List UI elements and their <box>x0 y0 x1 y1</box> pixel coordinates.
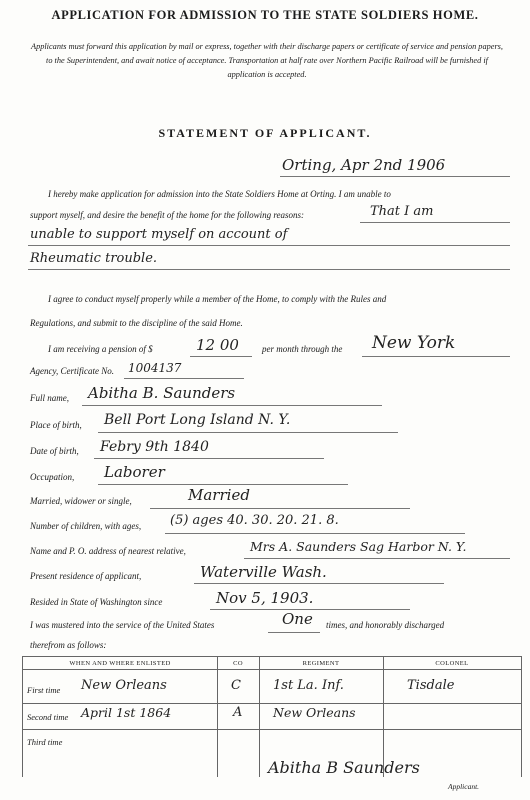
row1-colonel: Tisdale <box>407 678 455 693</box>
mustered-suffix: times, and honorably discharged <box>326 620 445 630</box>
residence-underline <box>194 583 444 584</box>
married-label: Married, widower or single, <box>30 496 132 506</box>
reason-text-2: unable to support myself on account of <box>30 227 288 242</box>
pension-prefix: I am receiving a pension of $ <box>48 344 153 354</box>
full-name-underline <box>82 405 382 406</box>
row-divider <box>23 703 521 704</box>
mustered-underline <box>268 632 320 633</box>
resided-value: Nov 5, 1903. <box>216 589 314 607</box>
birthplace-underline <box>98 432 398 433</box>
birthdate-value: Febry 9th 1840 <box>100 439 209 455</box>
header-co: CO <box>233 660 243 667</box>
row1-co: C <box>231 678 241 693</box>
header-regiment: REGIMENT <box>302 660 340 667</box>
agency-cert-label: Agency, Certificate No. <box>30 366 114 376</box>
residence-value: Waterville Wash. <box>200 563 327 581</box>
occupation-value: Laborer <box>104 463 165 481</box>
header-divider <box>23 669 521 670</box>
row2-regiment: New Orleans <box>273 705 356 720</box>
birthplace-label: Place of birth, <box>30 420 82 430</box>
statement-heading: STATEMENT OF APPLICANT. <box>158 126 372 140</box>
place-date: Orting, Apr 2nd 1906 <box>282 156 446 174</box>
relative-value: Mrs A. Saunders Sag Harbor N. Y. <box>250 539 467 554</box>
instructions-notice: Applicants must forward this application by mail or express, together with their discharge papers or certificate of service and pension papers, to the Superintendent, and await notice of acceptance. Transportation at half rate over Northern Pacific Railroad will be furnished if application is accepted. <box>31 42 503 79</box>
form-title: APPLICATION FOR ADMISSION TO THE STATE SOLDIERS HOME. <box>51 8 479 22</box>
pension-middle: per month through the <box>262 344 343 354</box>
agency-cert-value: 1004137 <box>128 361 182 375</box>
reason-underline-2 <box>28 245 510 246</box>
row2-co: A <box>233 705 243 720</box>
signature-caption: Applicant. <box>448 782 480 791</box>
header-when-where: WHEN AND WHERE ENLISTED <box>69 660 171 667</box>
birthplace-value: Bell Port Long Island N. Y. <box>104 412 291 428</box>
row1-where: New Orleans <box>81 678 167 693</box>
reason-underline-3 <box>28 269 510 270</box>
pension-agency: New York <box>372 333 456 353</box>
children-underline <box>165 533 465 534</box>
column-divider <box>217 657 218 777</box>
agency-cert-underline <box>124 378 244 379</box>
row2-label: Second time <box>27 712 69 722</box>
pension-amount-underline <box>190 356 252 357</box>
occupation-underline <box>98 484 348 485</box>
relative-label: Name and P. O. address of nearest relative, <box>30 546 186 556</box>
birthdate-underline <box>94 458 324 459</box>
relative-underline <box>244 558 510 559</box>
reason-underline-1 <box>360 222 510 223</box>
children-value: (5) ages 40. 30. 20. 21. 8. <box>170 513 339 528</box>
row1-label: First time <box>27 685 61 695</box>
date-underline <box>280 176 510 177</box>
row1-regiment: 1st La. Inf. <box>273 678 344 693</box>
full-name-label: Full name, <box>30 393 69 403</box>
birthdate-label: Date of birth, <box>30 446 79 456</box>
paragraph2-line2: Regulations, and submit to the discipline of the said Home. <box>30 318 243 328</box>
row-divider <box>23 729 521 730</box>
row3-label: Third time <box>27 737 63 747</box>
full-name-value: Abitha B. Saunders <box>88 384 236 402</box>
mustered-prefix: I was mustered into the service of the United States <box>30 620 215 630</box>
reason-text-3: Rheumatic trouble. <box>30 251 158 266</box>
reason-text-1: That I am <box>370 204 434 219</box>
column-divider <box>259 657 260 777</box>
applicant-signature: Abitha B Saunders <box>268 758 420 777</box>
resided-label: Resided in State of Washington since <box>30 597 163 607</box>
pension-amount: 12 00 <box>196 336 239 354</box>
header-colonel: COLONEL <box>435 660 469 667</box>
married-value: Married <box>188 486 250 504</box>
paragraph1-line1: I hereby make application for admission into the State Soldiers Home at Orting. I am unable to <box>48 189 391 199</box>
pension-agency-underline <box>362 356 510 357</box>
residence-label: Present residence of applicant, <box>30 571 142 581</box>
mustered-value: One <box>282 610 313 628</box>
paragraph1-line2: support myself, and desire the benefit of the home for the following reasons: <box>30 210 305 220</box>
children-label: Number of children, with ages, <box>30 521 142 531</box>
married-underline <box>150 508 410 509</box>
occupation-label: Occupation, <box>30 472 75 482</box>
paragraph2-line1: I agree to conduct myself properly while a member of the Home, to comply with the Rules and <box>48 294 387 304</box>
therefrom-label: therefrom as follows: <box>30 640 107 650</box>
row2-where: April 1st 1864 <box>81 705 172 720</box>
